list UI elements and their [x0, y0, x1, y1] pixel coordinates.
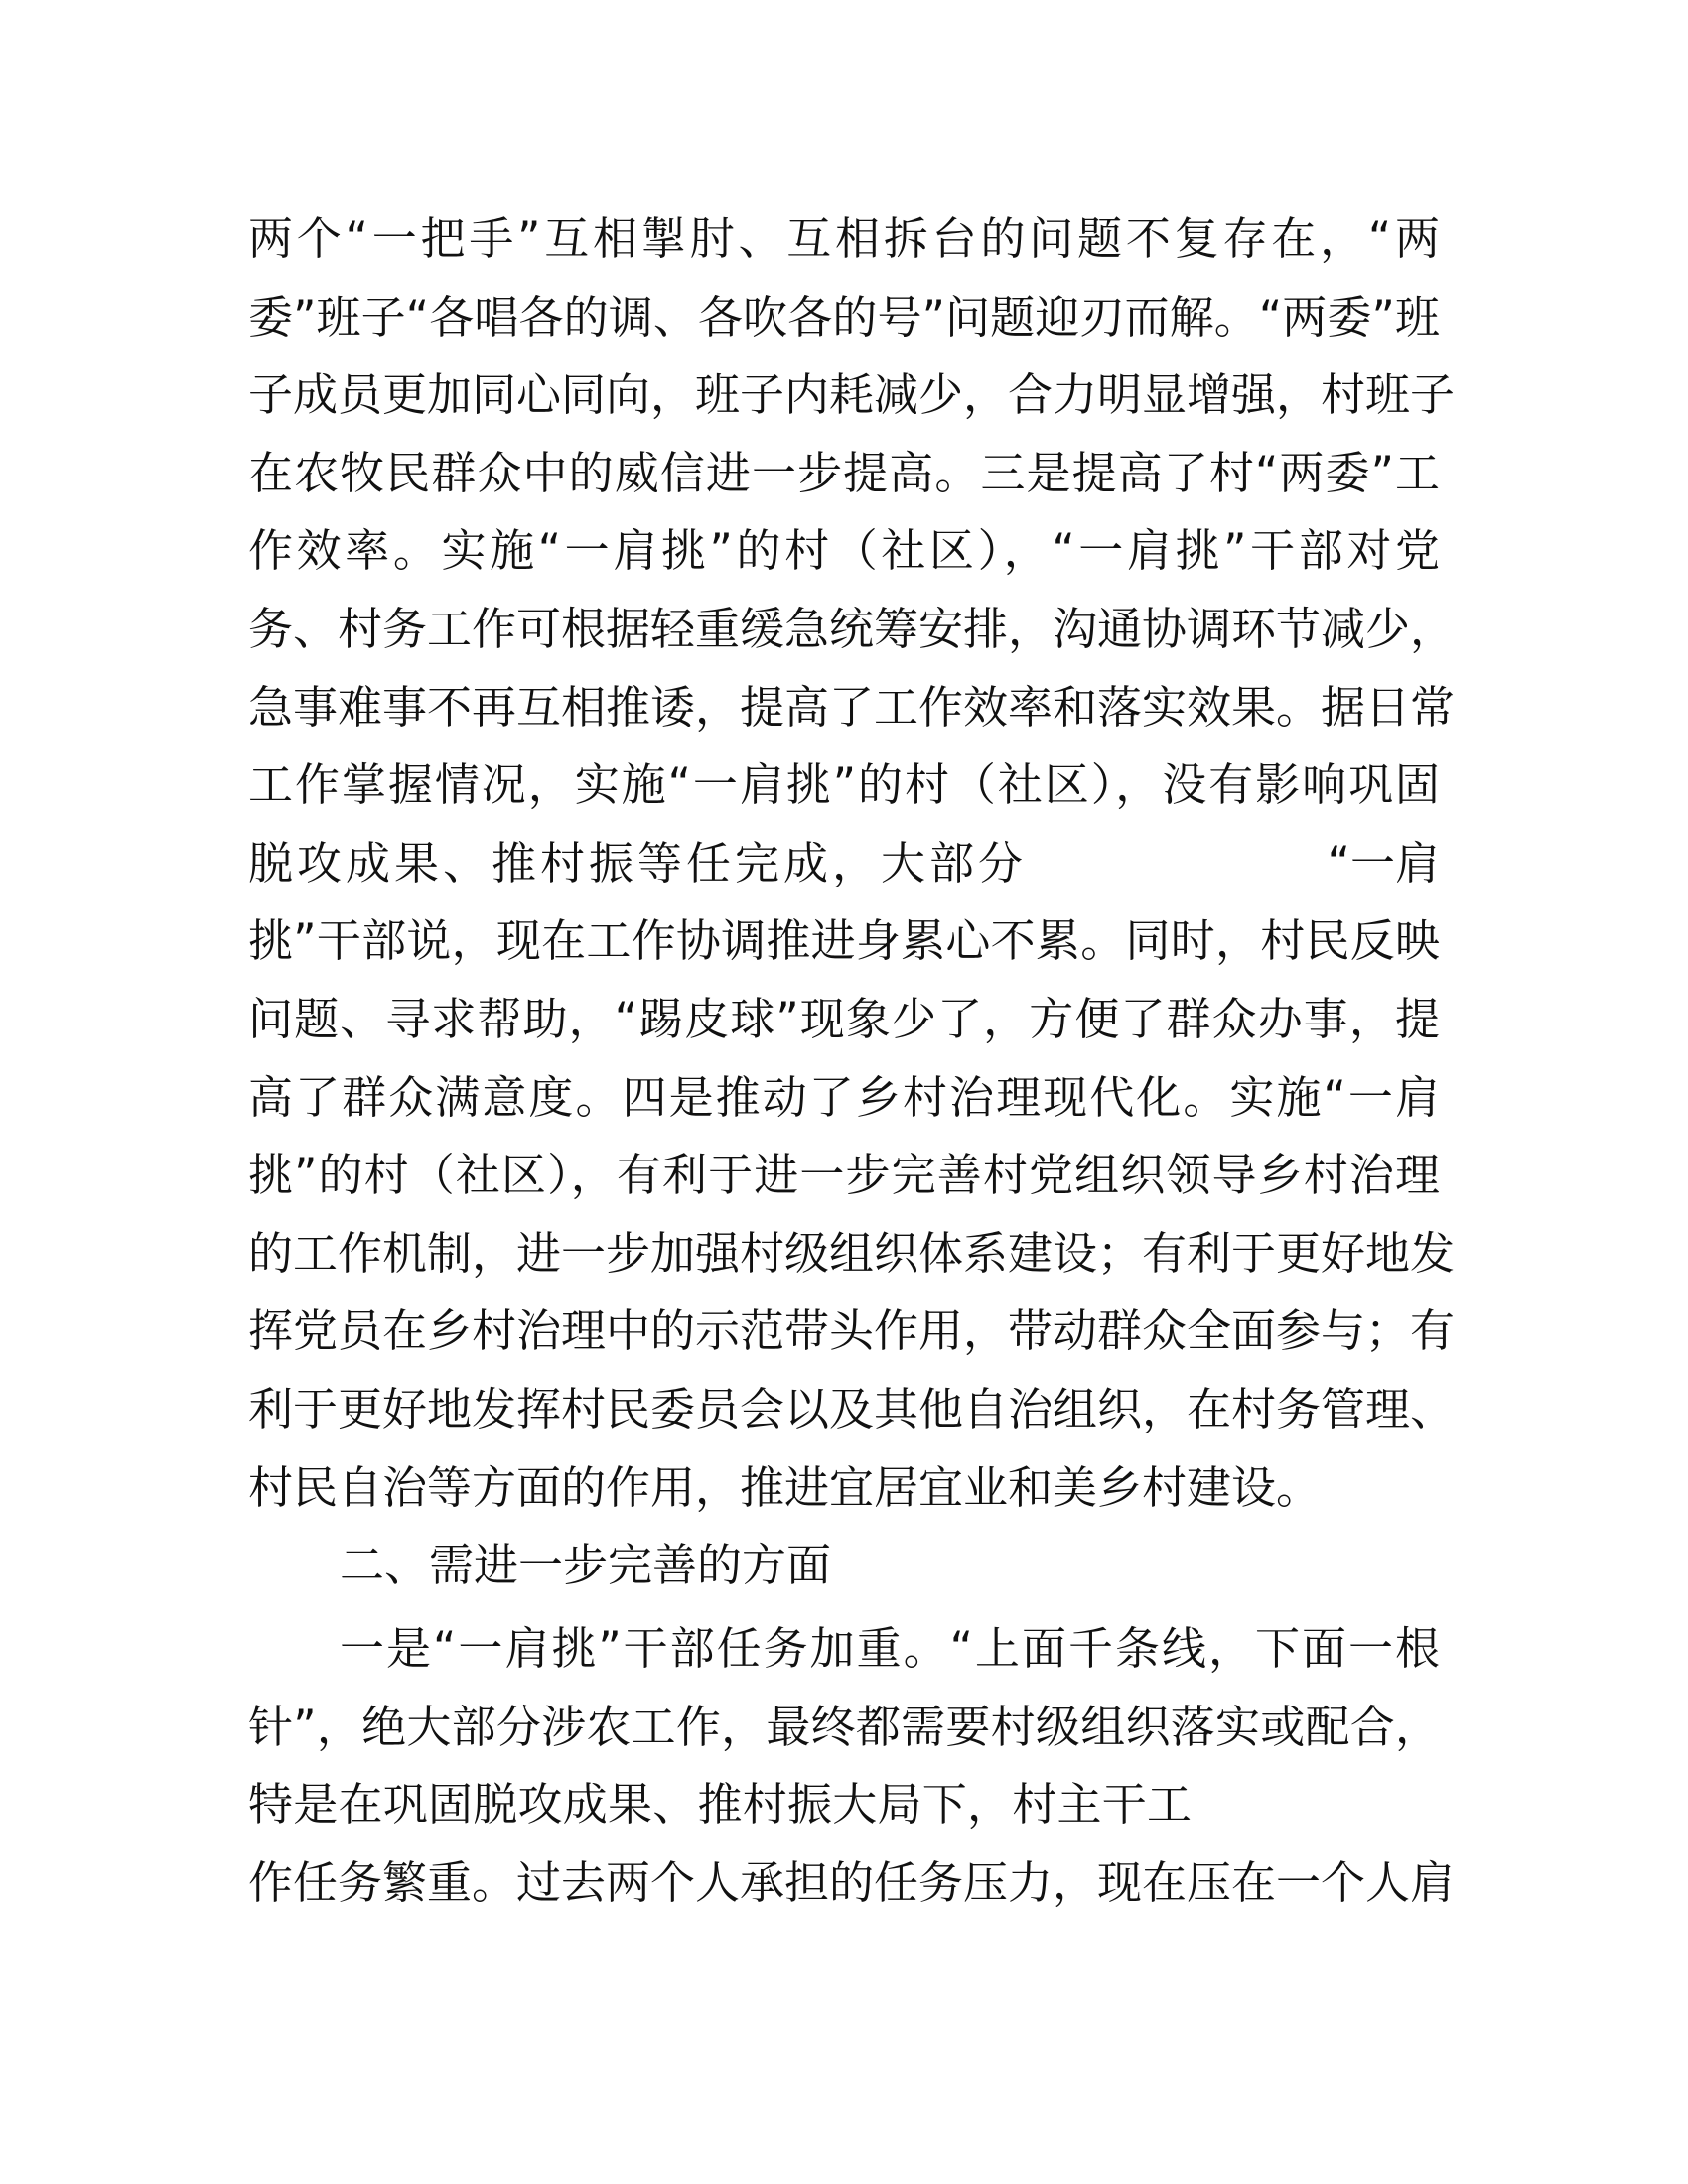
- text-line: 的工作机制，进一步加强村级组织体系建设；有利于更好地发: [248, 1226, 1456, 1280]
- text-line: 急事难事不再互相推诿，提高了工作效率和落实效果。据日常: [248, 680, 1456, 734]
- text-line-part-right: “一肩: [1327, 836, 1440, 889]
- text-line: 特是在巩固脱攻成果、推村振大局下，村主干工: [248, 1778, 1192, 1832]
- text-line: 作任务繁重。过去两个人承担的任务压力，现在压在一个人肩: [248, 1855, 1456, 1909]
- text-line: 工作掌握情况，实施“一肩挑”的村（社区），没有影响巩固: [248, 758, 1440, 812]
- document-body: [248, 211, 1456, 1933]
- text-line: 针”，绝大部分涉农工作，最终都需要村级组织落实或配合，: [248, 1700, 1440, 1753]
- paragraph-issues: [248, 1621, 1456, 1911]
- text-line: 问题、寻求帮助，“踢皮球”现象少了，方便了群众办事，提: [248, 992, 1440, 1045]
- text-line: 村民自治等方面的作用，推进宜居宜业和美乡村建设。: [248, 1460, 1322, 1514]
- text-line: 两个“一把手”互相掣肘、互相拆台的问题不复存在，“两: [248, 212, 1440, 265]
- text-line-gapped: [248, 836, 1440, 891]
- text-line-part-left: 脱攻成果、推村振等任完成，大部分: [248, 836, 1023, 889]
- text-line: 作效率。实施“一肩挑”的村（社区），“一肩挑”干部对党: [248, 524, 1440, 578]
- text-line: 挑”干部说，现在工作协调推进身累心不累。同时，村民反映: [248, 914, 1440, 968]
- section-heading: 二、需进一步完善的方面: [340, 1539, 832, 1592]
- text-line: 子成员更加同心同向，班子内耗减少，合力明显增强，村班子: [248, 368, 1456, 422]
- paragraph-continued: [248, 211, 1456, 1516]
- text-line: 一是“一肩挑”干部任务加重。“上面千条线，下面一根: [340, 1622, 1440, 1676]
- text-line: 高了群众满意度。四是推动了乡村治理现代化。实施“一肩: [248, 1070, 1440, 1124]
- text-line: 务、村务工作可根据轻重缓急统筹安排，沟通协调环节减少，: [248, 602, 1456, 655]
- text-line: 利于更好地发挥村民委员会以及其他自治组织，在村务管理、: [248, 1382, 1456, 1435]
- text-line: 挥党员在乡村治理中的示范带头作用，带动群众全面参与；有: [248, 1304, 1456, 1358]
- text-line: 委”班子“各唱各的调、各吹各的号”问题迎刃而解。“两委”班: [248, 290, 1440, 343]
- text-line: 在农牧民群众中的威信进一步提高。三是提高了村“两委”工: [248, 446, 1440, 499]
- text-line: 挑”的村（社区），有利于进一步完善村党组织领导乡村治理: [248, 1149, 1440, 1202]
